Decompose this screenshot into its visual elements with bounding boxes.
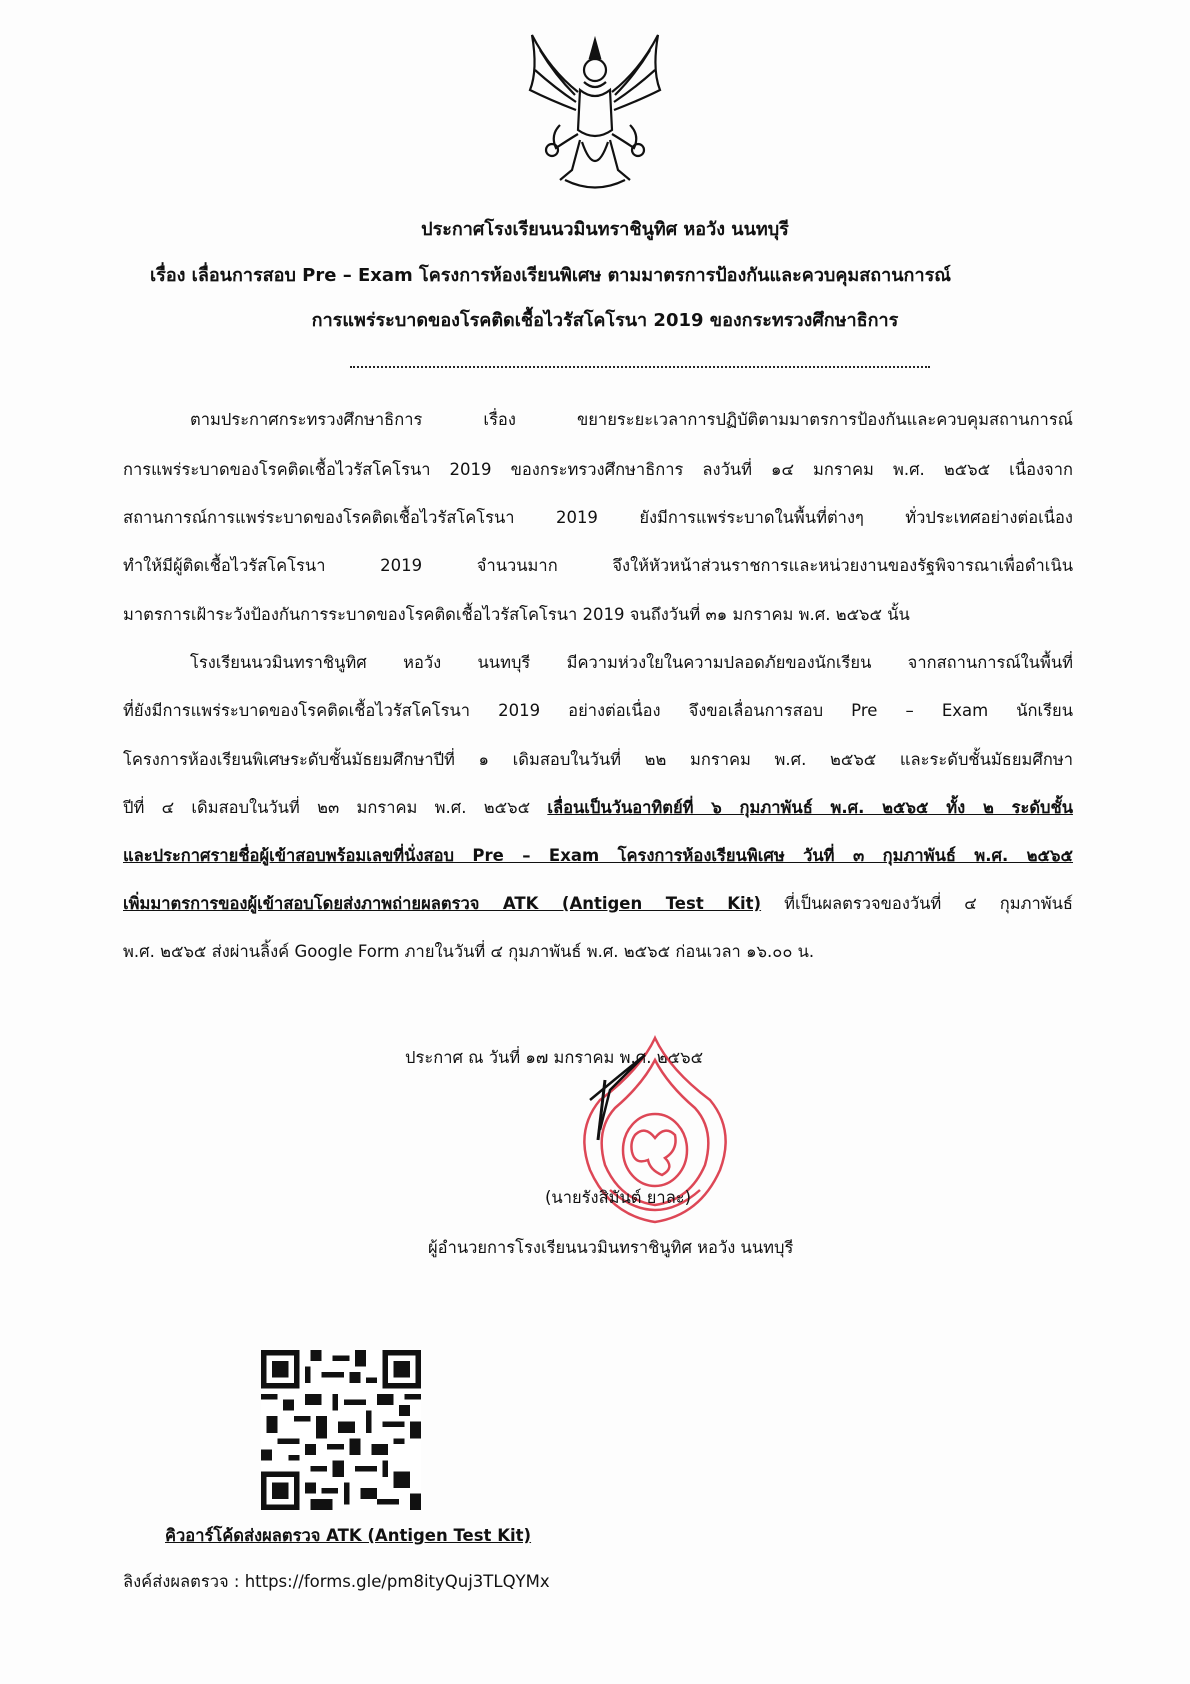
paragraph-text: ที่เป็นผลตรวจของวันที่ ๔ กุมภาพันธ์ [761, 894, 1074, 913]
paragraph-line: มาตรการเฝ้าระวังป้องกันการระบาดของโรคติดเชื้อไวรัสโคโรนา 2019 จนถึงวันที่ ๓๑ มกราคม พ.ศ. ๒๕๖๕ นั้น [123, 605, 910, 624]
dotted-divider [350, 364, 930, 368]
paragraph-line [123, 844, 1073, 868]
google-form-link[interactable]: https://forms.gle/pm8ityQuj3TLQYMx [244, 1572, 550, 1591]
result-link-line [123, 1570, 550, 1594]
paragraph-line: โรงเรียนนวมินทราชินูทิศ หอวัง นนทบุรี มีความห่วงใยในความปลอดภัยของนักเรียน จากสถานการณ์ในพื้นที่ [190, 653, 1073, 672]
paragraph-text: ปีที่ ๔ เดิมสอบในวันที่ ๒๓ มกราคม พ.ศ. ๒๕๖๕ [123, 798, 548, 817]
paragraph-line: การแพร่ระบาดของโรคติดเชื้อไวรัสโคโรนา 2019 ของกระทรวงศึกษาธิการ ลงวันที่ ๑๔ มกราคม พ.ศ. ๒๕๖๕ เนื่องจาก [123, 460, 1073, 479]
announcement-date: ประกาศ ณ วันที่ ๑๗ มกราคม พ.ศ. ๒๕๖๕ [405, 1048, 704, 1067]
garuda-emblem-icon [520, 30, 670, 195]
document-subject: เรื่อง เลื่อนการสอบ Pre – Exam โครงการห้องเรียนพิเศษ ตามมาตรการป้องกันและควบคุมสถานการณ์ [150, 265, 951, 286]
paragraph-line: ที่ยังมีการแพร่ระบาดของโรคติดเชื้อไวรัสโคโรนา 2019 อย่างต่อเนื่อง จึงขอเลื่อนการสอบ Pre – Exam นักเรียน [123, 701, 1073, 720]
signatory-title: ผู้อำนวยการโรงเรียนนวมินทราชินูทิศ หอวัง นนทบุรี [428, 1238, 794, 1257]
document-title: ประกาศโรงเรียนนวมินทราชินูทิศ หอวัง นนทบุรี [421, 219, 789, 240]
link-label: ลิงค์ส่งผลตรวจ : [123, 1572, 240, 1591]
paragraph-line: ตามประกาศกระทรวงศึกษาธิการ เรื่อง ขยายระยะเวลาการปฏิบัติตามมาตรการป้องกันและควบคุมสถานการณ์ [190, 410, 1073, 429]
announcement-date-text: และประกาศรายชื่อผู้เข้าสอบพร้อมเลขที่นั่งสอบ Pre – Exam โครงการห้องเรียนพิเศษ วันที่ ๓ กุมภาพันธ์ พ.ศ. ๒๕๖๕ [123, 846, 1073, 865]
paragraph-line [123, 892, 1073, 916]
paragraph-line: พ.ศ. ๒๕๖๕ ส่งผ่านลิ้งค์ Google Form ภายในวันที่ ๔ กุมภาพันธ์ พ.ศ. ๒๕๖๕ ก่อนเวลา ๑๖.๐๐ น. [123, 942, 815, 961]
postponed-date-text: เลื่อนเป็นวันอาทิตย์ที่ ๖ กุมภาพันธ์ พ.ศ. ๒๕๖๕ ทั้ง ๒ ระดับชั้น [547, 798, 1073, 817]
qr-code-icon[interactable] [261, 1350, 421, 1510]
document-subject-cont: การแพร่ระบาดของโรคติดเชื้อไวรัสโคโรนา 2019 ของกระทรวงศึกษาธิการ [311, 310, 899, 331]
signatory-name: (นายรังสิมันต์ ยาละ) [545, 1188, 692, 1207]
atk-measure-text: เพิ่มมาตรการของผู้เข้าสอบโดยส่งภาพถ่ายผลตรวจ ATK (Antigen Test Kit) [123, 894, 762, 913]
qr-caption: คิวอาร์โค้ดส่งผลตรวจ ATK (Antigen Test Kit) [165, 1526, 532, 1545]
paragraph-line [123, 796, 1073, 820]
paragraph-line: สถานการณ์การแพร่ระบาดของโรคติดเชื้อไวรัสโคโรนา 2019 ยังมีการแพร่ระบาดในพื้นที่ต่างๆ ทั่วประเทศอย่างต่อเนื่อง [123, 508, 1073, 527]
paragraph-line: โครงการห้องเรียนพิเศษระดับชั้นมัธยมศึกษาปีที่ ๑ เดิมสอบในวันที่ ๒๒ มกราคม พ.ศ. ๒๕๖๕ และระดับชั้นมัธยมศึกษา [123, 750, 1073, 769]
paragraph-line: ทำให้มีผู้ติดเชื้อไวรัสโคโรนา 2019 จำนวนมาก จึงให้หัวหน้าส่วนราชการและหน่วยงานของรัฐพิจารณาเพื่อดำเนิน [123, 556, 1073, 575]
